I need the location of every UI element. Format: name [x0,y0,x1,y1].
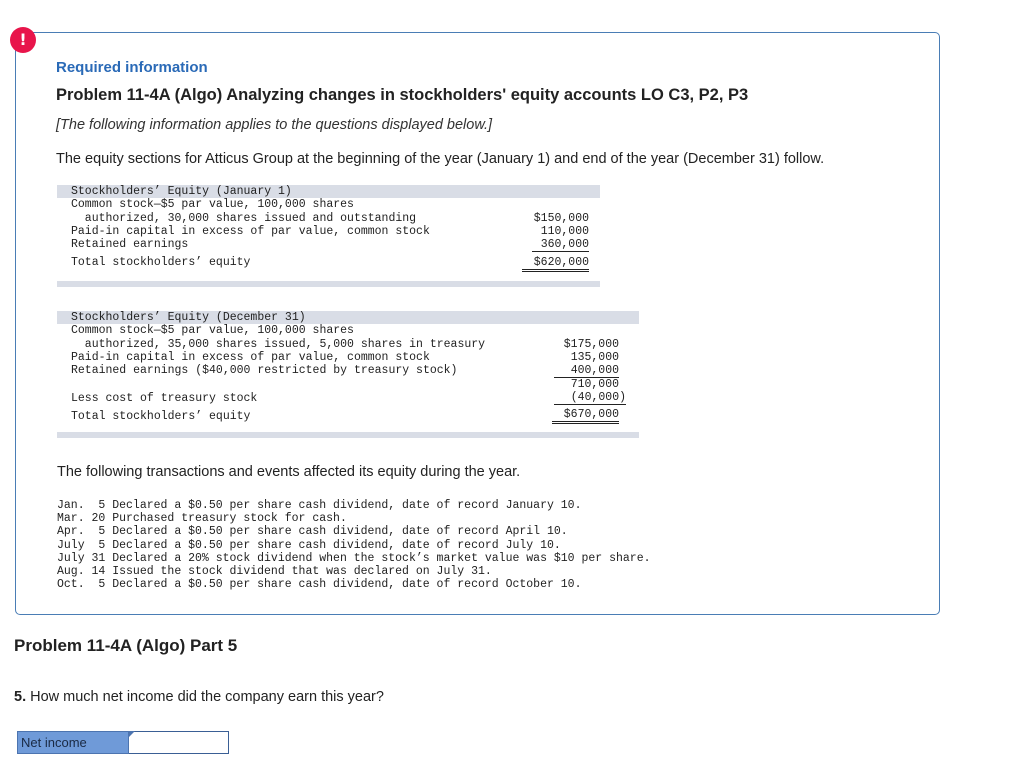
table-footer-bar [57,281,600,287]
table-row-amount: $150,000 [533,211,589,225]
transactions-intro: The following transactions and events affected its equity during the year. [57,464,521,480]
net-income-label: Net income [17,731,129,754]
table-heading: Stockholders’ Equity (January 1) [71,185,292,198]
table-row-label: Paid-in capital in excess of par value, common stock [71,224,430,238]
table-row-label: Total stockholders’ equity [71,256,251,269]
table-row-amount: 400,000 [554,364,619,378]
answer-row [17,731,229,754]
table-row-label: Total stockholders’ equity [71,410,251,423]
part-title: Problem 11-4A (Algo) Part 5 [14,636,238,655]
table-row-label: Common stock—$5 par value, 100,000 shares [71,198,354,212]
table-row-label: Retained earnings [71,238,189,252]
question-body: How much net income did the company earn this year? [26,689,384,705]
list-item: July 31 Declared a 20% stock dividend when the stock’s market value was $10 per share. [57,551,651,565]
table-heading: Stockholders’ Equity (December 31) [71,311,306,324]
transactions-list [57,499,651,591]
table-row-amount: 135,000 [570,350,619,364]
table-row-label: Less cost of treasury stock [71,392,258,405]
table-row-label: Retained earnings ($40,000 restricted by treasury stock) [71,364,458,378]
table-row-amount: (40,000) [554,391,626,405]
table-row-label: Paid-in capital in excess of par value, common stock [71,350,430,364]
required-information-title: Required information [56,59,208,76]
table-row-label: authorized, 35,000 shares issued, 5,000 shares in treasury [71,337,486,351]
list-item: Jan. 5 Declared a $0.50 per share cash dividend, date of record January 10. [57,499,582,512]
table-row-amount: 110,000 [540,224,589,238]
list-item: Oct. 5 Declared a $0.50 per share cash dividend, date of record October 10. [57,578,582,592]
table-row-amount: 360,000 [532,238,589,252]
flag-icon [129,731,135,737]
list-item: Aug. 14 Issued the stock dividend that was declared on July 31. [57,564,492,578]
equity-intro: The equity sections for Atticus Group at the beginning of the year (January 1) and end of the year (December 31) follow. [56,151,825,167]
table-row-amount: 710,000 [570,378,619,391]
table-row-amount: $175,000 [563,337,619,351]
question-number: 5. [14,689,27,705]
net-income-input[interactable] [129,731,229,754]
table-row-amount: $670,000 [552,408,619,424]
table-footer-bar [57,432,639,438]
question-text [14,689,384,705]
list-item: Mar. 20 Purchased treasury stock for cash. [57,512,347,526]
table-row-label: Common stock—$5 par value, 100,000 shares [71,324,354,338]
table-row-amount: $620,000 [522,256,589,272]
info-note: [The following information applies to the questions displayed below.] [56,117,493,133]
list-item: Apr. 5 Declared a $0.50 per share cash dividend, date of record April 10. [57,525,568,539]
list-item: July 5 Declared a $0.50 per share cash dividend, date of record July 10. [57,538,561,552]
alert-icon: ! [10,27,36,53]
problem-title: Problem 11-4A (Algo) Analyzing changes in stockholders' equity accounts LO C3, P2, P3 [56,86,749,104]
net-income-field-wrapper [129,731,229,754]
table-row-label: authorized, 30,000 shares issued and outstanding [71,211,417,225]
